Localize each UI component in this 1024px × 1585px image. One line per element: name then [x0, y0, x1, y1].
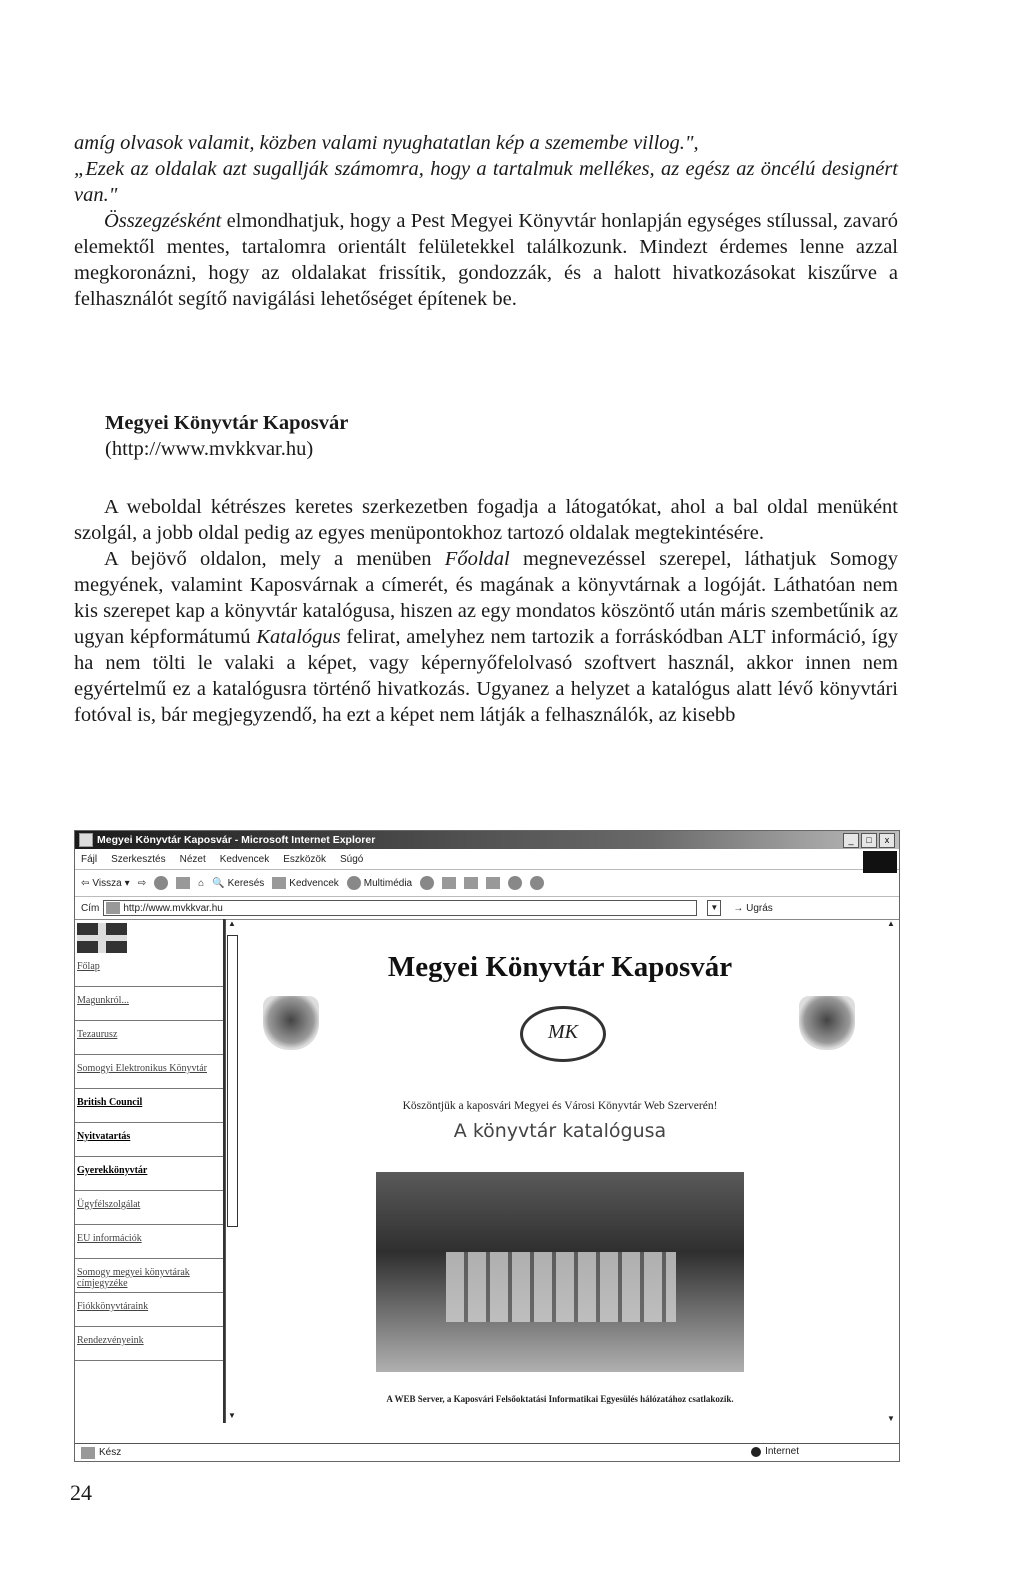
body-paragraphs: [74, 494, 898, 728]
scroll-up-icon[interactable]: ▲: [228, 919, 236, 928]
paragraph-2: A bejövő oldalon, mely a menüben Főoldal megnevezéssel szerepel, láthatjuk Somogy megyének, valamint Kaposvárnak a címerét, és magának a könyvtárnak a logóját. Láthatóan nem kis szerepet kap a könyvtár katalógusa, hiszen az egy mondatos köszöntő után máris szembetűnik az ugyan képformátumú Katalógus felirat, amelyhez nem tartozik a forráskódban ALT információ, így ha nem tölti le valaki a képet, vagy képernyőfelolvasó szoftvert használ, akkor innen nem egyértelmű ez a katalógusra történő hivatkozás. Ugyanez a helyzet a katalógus alatt lévő könyvtári fotóval is, bár megjegyzendő, ha ezt a képet nem látják a felhasználók, az kisebb: [74, 548, 898, 726]
windows-logo-icon: [863, 851, 897, 873]
zone-indicator: [751, 1446, 799, 1457]
forward-icon[interactable]: ⇨: [137, 877, 147, 889]
menu-link-fiokkonyvtarak[interactable]: Fiókkönyvtáraink: [75, 1293, 223, 1327]
right-scrollbar[interactable]: [885, 919, 897, 1423]
minimize-button[interactable]: _: [843, 833, 859, 848]
maximize-button[interactable]: □: [861, 833, 877, 848]
menu-help[interactable]: Súgó: [340, 853, 364, 865]
favorites-button[interactable]: Kedvencek: [272, 877, 338, 889]
refresh-icon[interactable]: [176, 877, 190, 889]
summary-lead: Összegzésként: [104, 210, 222, 232]
window-titlebar: [75, 831, 899, 849]
menu-link-magunkrol[interactable]: Magunkról...: [75, 987, 223, 1021]
discuss-icon[interactable]: [508, 876, 522, 890]
coat-of-arms-row: [245, 990, 875, 1086]
menu-file[interactable]: Fájl: [81, 853, 98, 865]
search-button[interactable]: 🔍 Keresés: [212, 877, 265, 889]
window-buttons: [843, 833, 895, 848]
site-title: Megyei Könyvtár Kaposvár: [387, 951, 733, 983]
menu-tools[interactable]: Eszközök: [283, 853, 326, 865]
ie-icon: [79, 833, 93, 847]
menu-link-tezaurusz[interactable]: Tezaurusz: [75, 1021, 223, 1055]
menu-link-nyitvatartas[interactable]: Nyitvatartás: [75, 1123, 223, 1157]
quote-paragraph: [74, 130, 898, 208]
scroll-up-icon[interactable]: ▲: [887, 919, 895, 928]
section-heading: [105, 410, 348, 462]
menu-link-cimjegyzek[interactable]: Somogy megyei könyvtárak címjegyzéke: [75, 1259, 223, 1293]
menu-link-eu-informaciok[interactable]: EU információk: [75, 1225, 223, 1259]
katalogus-term: Katalógus: [256, 626, 341, 648]
fooldal-term: Főoldal: [444, 548, 510, 570]
uk-flag-icon: [77, 923, 127, 953]
stop-icon[interactable]: [154, 876, 168, 890]
edit-icon[interactable]: [486, 877, 500, 889]
kaposvar-crest-icon: [799, 996, 855, 1050]
left-menu-frame: [75, 919, 225, 1423]
zone-text: Internet: [765, 1446, 799, 1457]
catalog-link[interactable]: A könyvtár katalógusa: [453, 1120, 667, 1142]
site-menu: [75, 953, 223, 1361]
messenger-icon[interactable]: [530, 876, 544, 890]
library-logo-icon: MK: [520, 1006, 606, 1062]
menu-favorites[interactable]: Kedvencek: [219, 853, 270, 865]
menu-link-somogyi-elektronikus[interactable]: Somogyi Elektronikus Könyvtár: [75, 1055, 223, 1089]
main-content-frame: [245, 919, 875, 1423]
page-status-icon: [81, 1447, 95, 1459]
globe-icon: [751, 1447, 761, 1457]
media-button[interactable]: Multimédia: [347, 876, 412, 890]
section-url: (http://www.mvkkvar.hu): [105, 438, 314, 460]
menu-link-british-council[interactable]: British Council: [75, 1089, 223, 1123]
menu-bar: [75, 849, 899, 870]
section-title: Megyei Könyvtár Kaposvár: [105, 412, 349, 434]
close-button[interactable]: x: [879, 833, 895, 848]
go-button[interactable]: → Ugrás: [733, 902, 773, 914]
scroll-down-icon[interactable]: ▼: [228, 1411, 236, 1420]
print-icon[interactable]: [464, 877, 478, 889]
window-title: Megyei Könyvtár Kaposvár - Microsoft Internet Explorer: [97, 834, 376, 846]
library-photo[interactable]: [376, 1172, 744, 1372]
status-bar: [75, 1443, 899, 1461]
toolbar: [75, 870, 899, 897]
server-note: A WEB Server, a Kaposvári Felsőoktatási Informatikai Egyesülés hálózatához csatlakozik.: [386, 1394, 734, 1404]
summary-paragraph: [74, 208, 898, 312]
menu-link-ugyfelszolgalat[interactable]: Ügyfélszolgálat: [75, 1191, 223, 1225]
address-label: Cím: [81, 902, 100, 914]
quote-line-1: amíg olvasok valamit, közben valami nyughatatlan kép a szemembe villog.",: [74, 132, 699, 154]
history-icon[interactable]: [420, 876, 434, 890]
menu-link-gyerekkonyvtar[interactable]: Gyerekkönyvtár: [75, 1157, 223, 1191]
menu-link-fooldal[interactable]: Főlap: [75, 953, 223, 987]
paragraph-1: A weboldal kétrészes keretes szerkezetben fogadja a látogatókat, ahol a bal oldal menüként szolgál, a jobb oldal pedig az egyes menüpontokhoz tartozó oldalak megtekintésére.: [74, 496, 898, 544]
address-dropdown-icon[interactable]: ▼: [707, 900, 721, 916]
left-scrollbar[interactable]: [225, 919, 238, 1423]
browser-screenshot: [74, 830, 900, 1462]
scroll-thumb[interactable]: [227, 935, 238, 1227]
address-value: http://www.mvkkvar.hu: [123, 902, 223, 914]
home-icon[interactable]: ⌂: [198, 877, 205, 889]
summary-rest: elmondhatjuk, hogy a Pest Megyei Könyvtár honlapján egységes stílussal, zavaró elemektől mentes, tartalomra orientált felületekkel találkozunk. Mindezt érdemes lenne azzal megkoronázni, hogy az oldalakat frissítik, gondozzák, és a halott hivatkozásokat kiszűrve a felhasználót segítő navigálási lehetőséget építenek be.: [74, 210, 898, 310]
somogy-crest-icon: [263, 996, 319, 1050]
quote-line-2: „Ezek az oldalak azt sugallják számomra, hogy a tartalmuk mellékes, az egész az öncélú designért van.": [74, 158, 898, 206]
status-text: Kész: [99, 1447, 122, 1458]
page-number: 24: [70, 1480, 92, 1505]
menu-link-rendezvenyek[interactable]: Rendezvényeink: [75, 1327, 223, 1361]
menu-view[interactable]: Nézet: [179, 853, 206, 865]
page-icon: [106, 902, 120, 914]
welcome-text: Köszöntjük a kaposvári Megyei és Városi Könyvtár Web Szerverén!: [402, 1100, 718, 1112]
address-bar: [75, 897, 899, 920]
address-input[interactable]: [103, 900, 697, 916]
menu-edit[interactable]: Szerkesztés: [111, 853, 166, 865]
back-button[interactable]: ⇦ Vissza ▾: [81, 877, 130, 889]
scroll-down-icon[interactable]: ▼: [887, 1414, 895, 1423]
mail-icon[interactable]: [442, 877, 456, 889]
